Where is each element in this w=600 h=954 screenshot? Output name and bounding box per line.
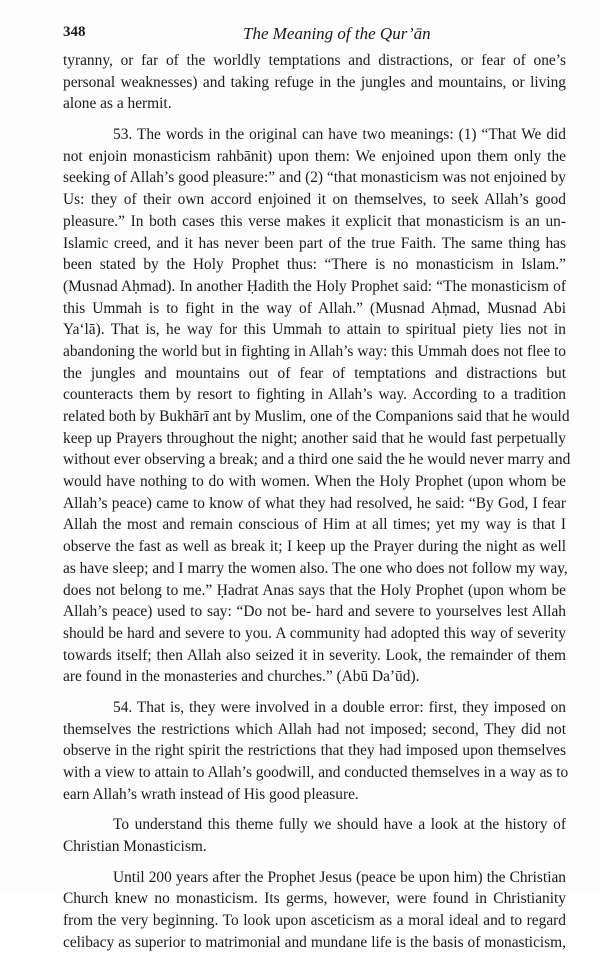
paragraph-continuation — [63, 50, 566, 115]
text-line: not enjoin monasticism rahbānit) upon them: We enjoined upon them only the — [63, 147, 566, 165]
text-line: 54. That is, they were involved in a double error: first, they imposed on — [113, 698, 566, 716]
text-line: Islamic creed, and it has never been part of the true Faith. The same thing has — [63, 234, 566, 252]
page-body — [63, 50, 571, 954]
text-line: without ever observing a break; and a third one said the he would never marry and — [63, 451, 571, 469]
text-line: as have sleep; and I marry the women also. The one who does not follow my way, — [63, 559, 568, 577]
text-line: been stated by the Holy Prophet thus: “There is no monasticism in Islam.” — [63, 256, 566, 274]
text-line: tyranny, or far of the worldly temptations and distractions, or fear of one’s — [63, 52, 566, 69]
paragraph-note-53 — [63, 124, 571, 688]
text-line: from the very beginning. To look upon asceticism as a moral ideal and to regard — [63, 912, 566, 930]
text-line: abandoning the world but in fighting in Allah’s way: this Ummah does not flee to — [63, 342, 566, 360]
text-line: should be hard and severe to you. A community had adopted this way of severity — [63, 624, 566, 642]
text-line: keep up Prayers throughout the night; another said that he would fast perpetually — [63, 429, 566, 447]
text-line: alone as a hermit. — [63, 95, 172, 113]
text-line: the jungles and mountains out of fear of temptations and distractions but — [63, 364, 566, 382]
text-line: observe in the right spirit the restrictions that they had imposed upon themselves — [63, 742, 566, 760]
text-line: towards itself; then Allah also seized it in severity. Look, the remainder of them — [63, 646, 566, 664]
text-line: (Musnad Aḥmad). In another Ḥadith the Holy Prophet said: “The monasticism of — [63, 277, 566, 295]
text-line: Ya‘lā). That is, he way for this Ummah to attain to spiritual piety lies not in — [63, 321, 566, 339]
paragraph-until-200 — [63, 867, 566, 954]
text-line: this Ummah is to fight in the way of Allah.” (Musnad Aḥmad, Musnad Abi — [63, 299, 566, 317]
text-line: counteracts them by resort to fighting in Allah’s way. According to a tradition — [63, 386, 566, 404]
text-line: with a view to attain to Allah’s goodwill, and conducted themselves in a way as to — [63, 764, 569, 781]
text-line: themselves the restrictions which Allah had not imposed; second, They did not — [63, 720, 566, 738]
text-line: seeking of Allah’s good pleasure:” and (2) “that monasticism was not enjoined by — [63, 169, 566, 187]
text-line: Until 200 years after the Prophet Jesus (peace be upon him) the Christian — [113, 868, 566, 886]
text-line: personal weaknesses) and taking refuge in the jungles and mountains, or living — [63, 73, 566, 91]
paragraph-note-54 — [63, 697, 569, 805]
paragraph-understand — [63, 814, 566, 857]
text-line: are found in the monasteries and churches.” (Abū Da’ūd). — [63, 668, 420, 686]
text-line: Christian Monasticism. — [63, 838, 207, 856]
text-line: would have nothing to do with women. When the Holy Prophet (upon whom be — [63, 473, 566, 491]
text-line: earn Allah’s wrath instead of His good pleasure. — [63, 785, 359, 803]
text-line: Church knew no monasticism. Its germs, however, were found in Christianity — [63, 890, 566, 908]
text-line: observe the fast as well as break it; I keep up the Prayer during the night as well — [63, 538, 566, 556]
text-line: Allah’s peace) came to know of what they had resolved, he said: “By God, I fear — [63, 494, 566, 512]
text-line: Us: they of their own accord enjoined it on themselves, to seek Allah’s good — [63, 191, 566, 209]
text-line: celibacy as superior to matrimonial and mundane life is the basis of monasticism, — [63, 933, 566, 951]
page-header — [63, 24, 493, 46]
text-line: related both by Bukhārī ant by Muslim, one of the Companions said that he would — [63, 408, 570, 425]
text-line: Allah’s peace) used to say: “Do not be- hard and severe to yourselves lest Allah — [63, 603, 566, 621]
page-number: 348 — [63, 24, 86, 40]
text-line: Allah the most and remain conscious of Him at all times; yet my way is that I — [63, 516, 566, 534]
running-title: The Meaning of the Qur’ān — [243, 24, 431, 43]
text-line: To understand this theme fully we should have a look at the history of — [113, 816, 566, 834]
text-line: pleasure.” In both cases this verse makes it explicit that monasticism is an un- — [63, 212, 566, 230]
text-line: does not belong to me.” Ḥadrat Anas says that the Holy Prophet (upon whom be — [63, 581, 566, 599]
text-line: 53. The words in the original can have two meanings: (1) “That We did — [113, 126, 566, 144]
